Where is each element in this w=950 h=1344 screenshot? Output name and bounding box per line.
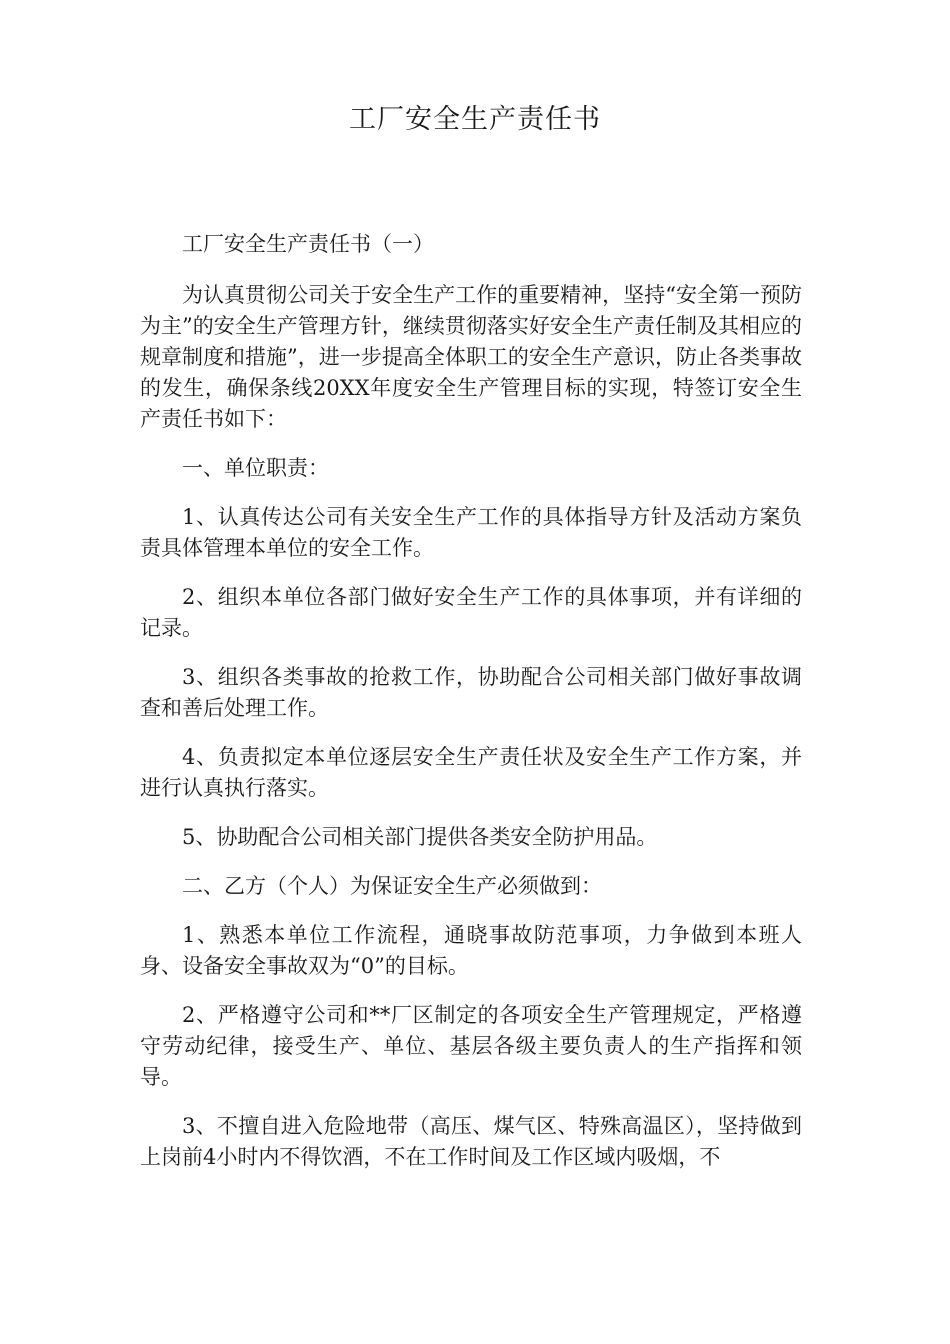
list-item: 3、组织各类事故的抢救工作，协助配合公司相关部门做好事故调查和善后处理工作。 (140, 665, 802, 720)
list-item: 1、认真传达公司有关安全生产工作的具体指导方针及活动方案负责具体管理本单位的安全工作。 (140, 505, 802, 560)
section-heading: 一、单位职责： (182, 456, 329, 480)
document-body (140, 229, 802, 1191)
list-item: 4、负责拟定本单位逐层安全生产责任状及安全生产工作方案，并进行认真执行落实。 (140, 745, 802, 800)
list-item: 2、组织本单位各部门做好安全生产工作的具体事项，并有详细的记录。 (140, 585, 802, 640)
section-heading: 工厂安全生产责任书（一） (182, 232, 434, 256)
section-heading: 二、乙方（个人）为保证安全生产必须做到： (182, 874, 602, 898)
intro-paragraph: 为认真贯彻公司关于安全生产工作的重要精神，坚持“安全第一预防为主”的安全生产管理方针，继续贯彻落实好安全生产责任制及其相应的规章制度和措施”，进一步提高全体职工的安全生产意识，防止各类事故的发生，确保条线20XX年度安全生产管理目标的实现，特签订安全生产责任书如下： (140, 283, 802, 431)
list-item: 2、严格遵守公司和**厂区制定的各项安全生产管理规定，严格遵守劳动纪律，接受生产、单位、基层各级主要负责人的生产指挥和领导。 (140, 1003, 802, 1089)
list-item: 3、不擅自进入危险地带（高压、煤气区、特殊高温区），坚持做到上岗前4小时内不得饮酒，不在工作时间及工作区域内吸烟，不 (140, 1114, 802, 1169)
list-item: 1、熟悉本单位工作流程，通晓事故防范事项，力争做到本班人身、设备安全事故双为“0”的目标。 (140, 923, 802, 978)
list-item: 5、协助配合公司相关部门提供各类安全防护用品。 (182, 825, 658, 849)
document-title: 工厂安全生产责任书 (349, 104, 601, 135)
